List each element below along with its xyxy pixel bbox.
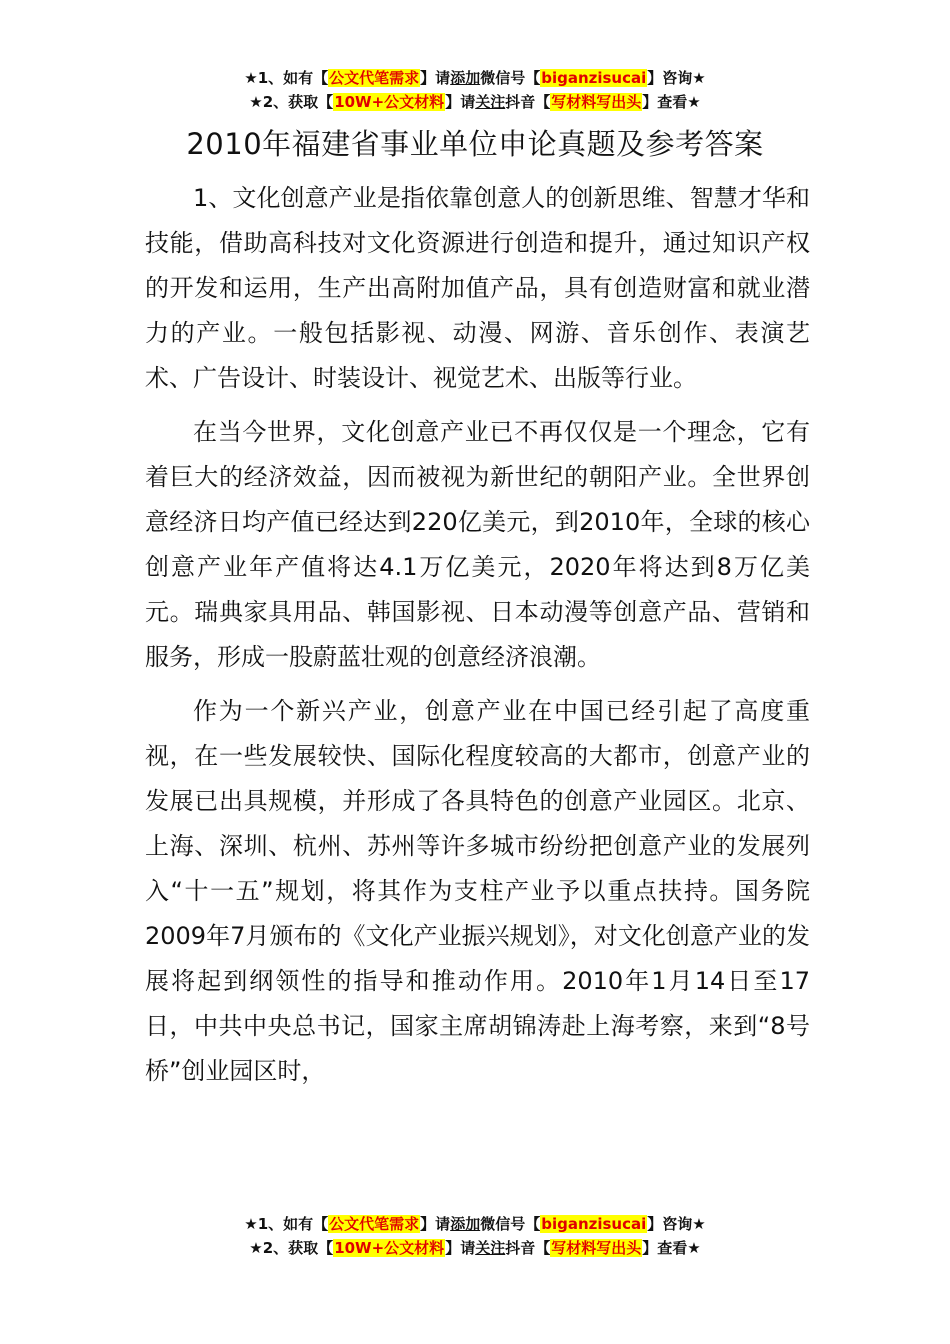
document-body — [145, 176, 810, 1103]
promo-highlight-wechat-id: biganzisucai — [541, 69, 647, 87]
promo-text: 抖音【 — [505, 1239, 551, 1257]
promo-line-2 — [0, 90, 950, 114]
promo-highlight-wechat-id: biganzisucai — [541, 1215, 647, 1233]
document-title: 2010年福建省事业单位申论真题及参考答案 — [186, 127, 764, 161]
promo-underlined: 关注 — [475, 1239, 506, 1257]
promo-text: 抖音【 — [505, 93, 551, 111]
promo-text: 】请 — [445, 93, 476, 111]
promo-highlight-douyin-id: 写材料写出头 — [551, 1239, 642, 1257]
promo-highlight: 公文代笔需求 — [329, 1215, 420, 1233]
body-paragraph-1: 1、文化创意产业是指依靠创意人的创新思维、智慧才华和技能，借助高科技对文化资源进行创造和提升，通过知识产权的开发和运用，生产出高附加值产品，具有创造财富和就业潜力的产业。一般包括影视、动漫、网游、音乐创作、表演艺术、广告设计、时装设计、视觉艺术、出版等行业。 — [145, 184, 810, 392]
promo-text: 微信号【 — [480, 1215, 541, 1233]
promo-underlined: 添加 — [450, 69, 481, 87]
promo-text: 】请 — [420, 1215, 451, 1233]
promo-highlight-douyin-id: 写材料写出头 — [551, 93, 642, 111]
promo-line-1 — [0, 1212, 950, 1236]
promo-text: 】咨询★ — [647, 69, 706, 87]
promo-highlight: 10W+公文材料 — [334, 1239, 445, 1257]
promo-text: 】查看★ — [642, 93, 701, 111]
header-promo-banner — [0, 66, 950, 114]
promo-line-1 — [0, 66, 950, 90]
promo-text: 】请 — [445, 1239, 476, 1257]
promo-text: 】查看★ — [642, 1239, 701, 1257]
promo-text: ★2、获取【 — [249, 93, 334, 111]
promo-text: ★2、获取【 — [249, 1239, 334, 1257]
footer-promo-banner — [0, 1212, 950, 1260]
promo-text: 微信号【 — [480, 69, 541, 87]
body-paragraph-2: 在当今世界，文化创意产业已不再仅仅是一个理念，它有着巨大的经济效益，因而被视为新世纪的朝阳产业。全世界创意经济日均产值已经达到220亿美元，到2010年，全球的核心创意产业年产值将达4.1万亿美元，2020年将达到8万亿美元。瑞典家具用品、韩国影视、日本动漫等创意产品、营销和服务，形成一股蔚蓝壮观的创意经济浪潮。 — [145, 418, 810, 671]
promo-highlight: 公文代笔需求 — [329, 69, 420, 87]
promo-text: 】咨询★ — [647, 1215, 706, 1233]
promo-text: ★1、如有【 — [244, 1215, 329, 1233]
promo-text: ★1、如有【 — [244, 69, 329, 87]
promo-underlined: 添加 — [450, 1215, 481, 1233]
promo-line-2 — [0, 1236, 950, 1260]
promo-highlight: 10W+公文材料 — [334, 93, 445, 111]
body-paragraph-3: 作为一个新兴产业，创意产业在中国已经引起了高度重视，在一些发展较快、国际化程度较高的大都市，创意产业的发展已出具规模，并形成了各具特色的创意产业园区。北京、上海、深圳、杭州、苏州等许多城市纷纷把创意产业的发展列入“十一五”规划，将其作为支柱产业予以重点扶持。国务院2009年7月颁布的《文化产业振兴规划》，对文化创意产业的发展将起到纲领性的指导和推动作用。2010年1月14日至17日，中共中央总书记，国家主席胡锦涛赴上海考察，来到“8号桥”创业园区时， — [145, 697, 810, 1085]
promo-underlined: 关注 — [475, 93, 506, 111]
promo-text: 】请 — [420, 69, 451, 87]
